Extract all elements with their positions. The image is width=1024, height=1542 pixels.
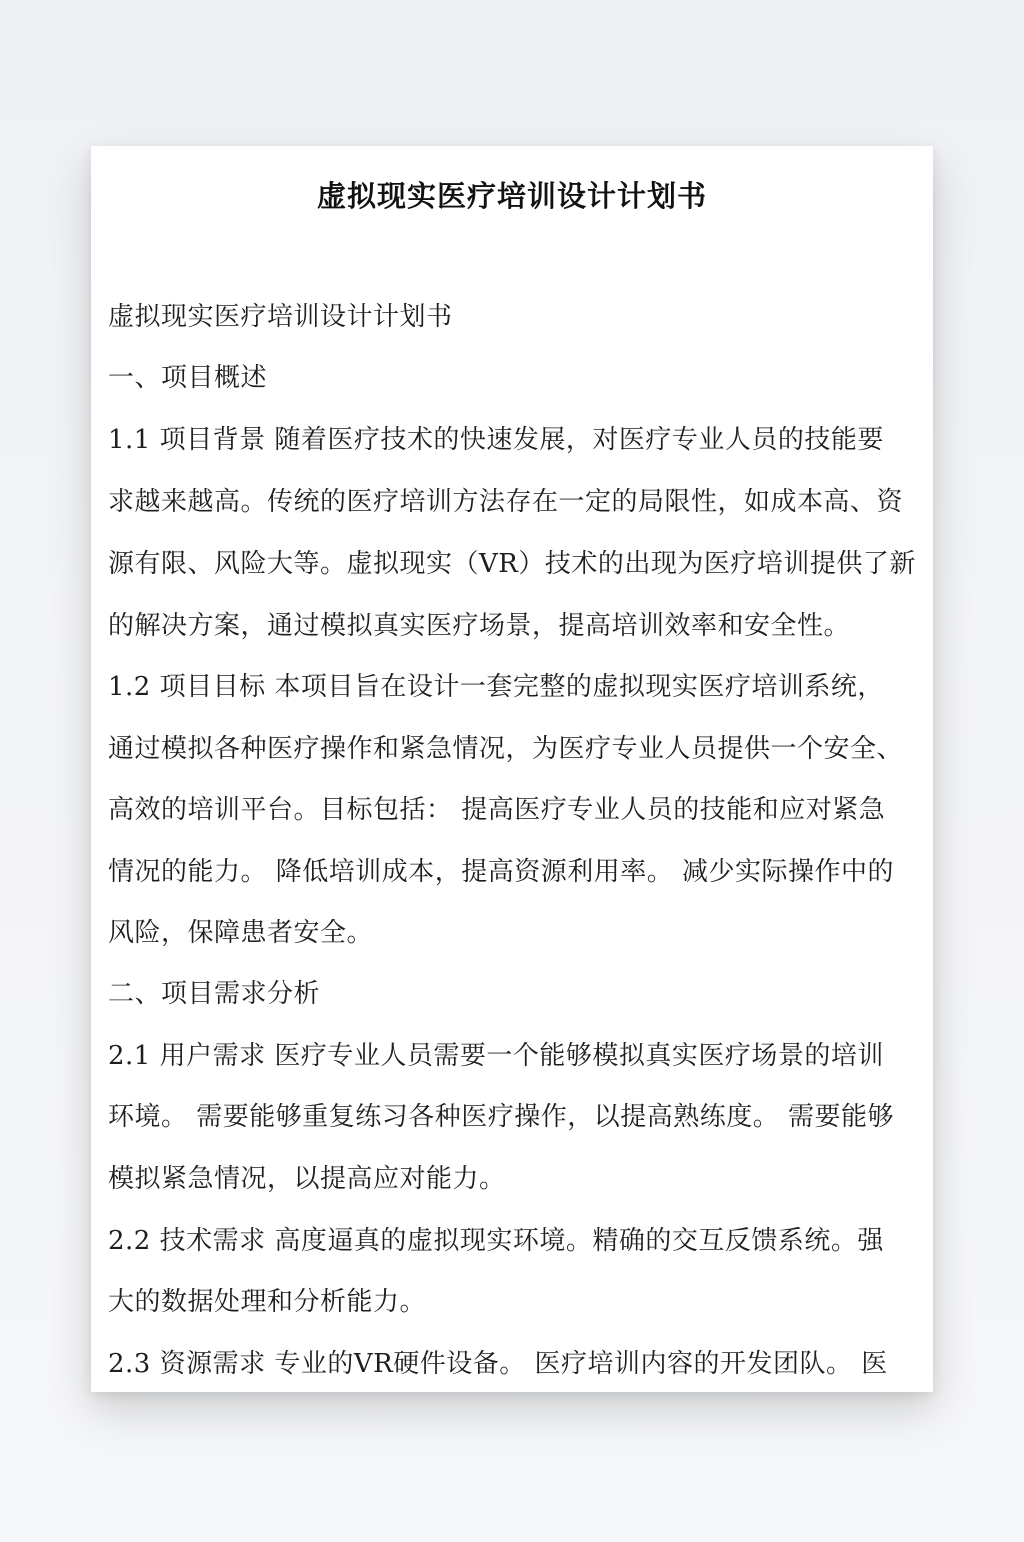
section-heading-2: 二、项目需求分析 bbox=[108, 979, 321, 1009]
paragraph-line: 风险，保障患者安全。 bbox=[108, 918, 374, 948]
paragraph-line: 大的数据处理和分析能力。 bbox=[108, 1287, 427, 1317]
paragraph-line: 1.1 项目背景 随着医疗技术的快速发展，对医疗专业人员的技能要 bbox=[108, 425, 884, 455]
paragraph-line: 1.2 项目目标 本项目旨在设计一套完整的虚拟现实医疗培训系统， bbox=[108, 672, 884, 702]
document-page bbox=[91, 146, 933, 1392]
document-title: 虚拟现实医疗培训设计计划书 bbox=[316, 179, 707, 213]
paragraph-line: 2.2 技术需求 高度逼真的虚拟现实环境。精确的交互反馈系统。强 bbox=[108, 1226, 884, 1256]
paragraph-line: 的解决方案，通过模拟真实医疗场景，提高培训效率和安全性。 bbox=[108, 611, 851, 641]
paragraph-line: 2.1 用户需求 医疗专业人员需要一个能够模拟真实医疗场景的培训 bbox=[108, 1041, 884, 1071]
section-heading-1: 一、项目概述 bbox=[108, 363, 268, 393]
paragraph-line: 模拟紧急情况，以提高应对能力。 bbox=[108, 1164, 506, 1194]
paragraph-line: 源有限、风险大等。虚拟现实（VR）技术的出现为医疗培训提供了新 bbox=[108, 549, 916, 579]
paragraph-line: 高效的培训平台。目标包括： 提高医疗专业人员的技能和应对紧急 bbox=[108, 795, 886, 825]
paragraph-line: 环境。 需要能够重复练习各种医疗操作，以提高熟练度。 需要能够 bbox=[108, 1102, 895, 1132]
paragraph-line: 通过模拟各种医疗操作和紧急情况，为医疗专业人员提供一个安全、 bbox=[108, 734, 904, 764]
paragraph-line: 2.3 资源需求 专业的VR硬件设备。 医疗培训内容的开发团队。 医 bbox=[108, 1349, 888, 1379]
paragraph-line: 求越来越高。传统的医疗培训方法存在一定的局限性，如成本高、资 bbox=[108, 487, 904, 517]
paragraph-line: 情况的能力。 降低培训成本，提高资源利用率。 减少实际操作中的 bbox=[108, 857, 895, 887]
doc-subtitle: 虚拟现实医疗培训设计计划书 bbox=[108, 302, 453, 332]
